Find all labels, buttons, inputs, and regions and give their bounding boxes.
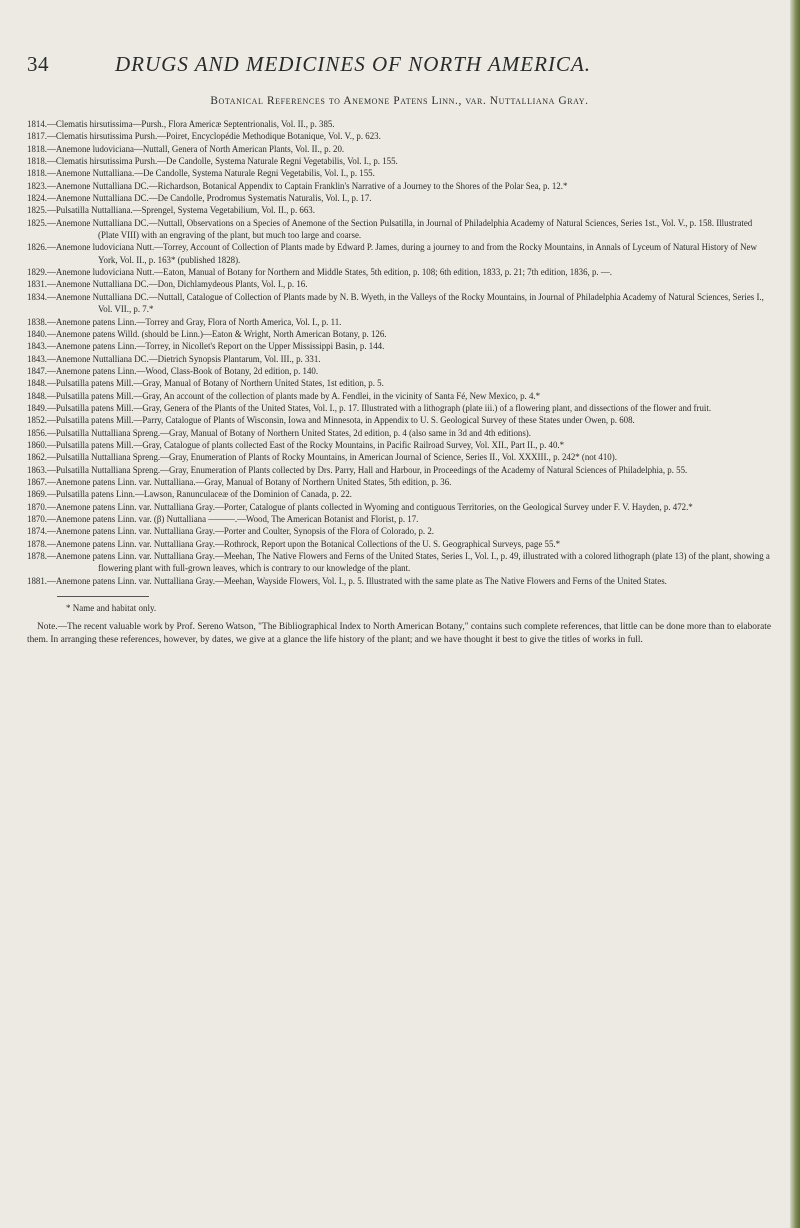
- reference-entry: 1870.—Anemone patens Linn. var. Nuttalliana Gray.—Porter, Catalogue of plants collected in Wyoming and contiguous Territories, on the Geological Survey under F. V. Hayden, p. 472.*: [27, 501, 693, 512]
- reference-entry: 1848.—Pulsatilla patens Mill.—Gray, Manual of Botany of Northern United States, 1st edition, p. 5.: [27, 378, 384, 389]
- page-edge: [790, 0, 800, 1228]
- reference-entry: 1814.—Clematis hirsutissima—Pursh., Flora Americæ Septentrionalis, Vol. II., p. 385.: [27, 119, 335, 129]
- reference-entry: 1840.—Anemone patens Willd. (should be Linn.)—Eaton & Wright, North American Botany, p. 126.: [27, 328, 387, 339]
- reference-entry: 1831.—Anemone Nuttalliana DC.—Don, Dichlamydeous Plants, Vol. I., p. 16.: [27, 279, 308, 290]
- running-title: DRUGS AND MEDICINES OF NORTH AMERICA.: [115, 52, 592, 76]
- reference-entry: 1848.—Pulsatilla patens Mill.—Gray, An account of the collection of plants made by A. Fendlei, in the vicinity of Santa Fé, New Mexico, p. 4.*: [27, 390, 541, 401]
- section-title: Botanical References to Anemone Patens Linn., var. Nuttalliana Gray.: [210, 95, 589, 107]
- reference-entry: 1823.—Anemone Nuttalliana DC.—Richardson, Botanical Appendix to Captain Franklin's Narrative of a Journey to the Shores of the Polar Sea, p. 12.*: [27, 180, 568, 191]
- reference-entry: 1838.—Anemone patens Linn.—Torrey and Gray, Flora of North America, Vol. I., p. 11.: [27, 316, 342, 327]
- reference-entry: 1863.—Pulsatilla Nuttalliana Spreng.—Gray, Enumeration of Plants collected by Drs. Parry, Hall and Harbour, in Proceedings of the Academy of Natural Sciences of Philadelphia, p. 55.: [27, 464, 688, 475]
- reference-entry: 1829.—Anemone ludoviciana Nutt.—Eaton, Manual of Botany for Northern and Middle States, 5th edition, p. 108; 6th edition, 1833, p. 21; 7th edition, 1836, p. —.: [27, 267, 612, 278]
- reference-entry: 1874.—Anemone patens Linn. var. Nuttalliana Gray.—Porter and Coulter, Synopsis of the Flora of Colorado, p. 2.: [27, 526, 434, 537]
- reference-entry: 1849.—Pulsatilla patens Mill.—Gray, Genera of the Plants of the United States, Vol. I., p. 17. Illustrated with a lithograph (plate iii.) of a flowering plant, and dissections of the flower and fruit.: [27, 402, 712, 413]
- reference-entry: 1824.—Anemone Nuttalliana DC.—De Candolle, Prodromus Systematis Naturalis, Vol. I., p. 17.: [27, 193, 372, 204]
- reference-entry: 1856.—Pulsatilla Nuttalliana Spreng.—Gray, Manual of Botany of Northern United States, 2d edition, p. 4 (also same in 3d and 4th editions).: [27, 427, 531, 438]
- reference-entry: 1862.—Pulsatilla Nuttalliana Spreng.—Gray, Enumeration of Plants of Rocky Mountains, in American Journal of Science, Series II., Vol. XXXIII., p. 242* (not 410).: [27, 452, 617, 463]
- reference-entry: 1860.—Pulsatilla patens Mill.—Gray, Catalogue of plants collected East of the Rocky Mountains, in Pacific Railroad Survey, Vol. XII., Part II., p. 40.*: [27, 439, 565, 450]
- reference-entry: 1869.—Pulsatilla patens Linn.—Lawson, Ranunculaceæ of the Dominion of Canada, p. 22.: [27, 489, 352, 500]
- reference-entry: 1878.—Anemone patens Linn. var. Nuttalliana Gray.—Rothrock, Report upon the Botanical Collections of the U. S. Geographical Surveys, page 55.*: [27, 538, 561, 549]
- reference-entry: 1818.—Anemone Nuttalliana.—De Candolle, Systema Naturale Regni Vegetabilis, Vol. I., p. 155.: [27, 168, 375, 179]
- reference-entry: 1881.—Anemone patens Linn. var. Nuttalliana Gray.—Meehan, Wayside Flowers, Vol. I., p. 5. Illustrated with the same plate as The Native Flowers and Ferns of the United States.: [27, 575, 667, 586]
- reference-entry: 1825.—Pulsatilla Nuttalliana.—Sprengel, Systema Vegetabilium, Vol. II., p. 663.: [27, 205, 315, 216]
- reference-entry: 1870.—Anemone patens Linn. var. (β) Nuttalliana ———.—Wood, The American Botanist and Florist, p. 17.: [27, 514, 419, 524]
- reference-entry: 1878.—Anemone patens Linn. var. Nuttalliana Gray.—Meehan, The Native Flowers and Ferns of the United States, Series I., Vol. I., p. 49, illustrated with a colored lithograph (plate 13) of the plant, showing a flowering plant with full-grown leaves, which is contrary to our knowledge of the plant.: [27, 551, 770, 574]
- reference-entry: 1834.—Anemone Nuttalliana DC.—Nuttall, Catalogue of Collection of Plants made by N. B. Wyeth, in the Valleys of the Rocky Mountains, in Journal of Philadelphia Academy of Natural Sciences, Series I., Vol. VII., p. 7.*: [27, 291, 764, 315]
- reference-entry: 1817.—Clematis hirsutissima Pursh.—Poiret, Encyclopédie Methodique Botanique, Vol. V., p. 623.: [27, 131, 381, 142]
- running-header: [27, 52, 772, 77]
- reference-entry: 1825.—Anemone Nuttalliana DC.—Nuttall, Observations on a Species of Anemone of the Section Pulsatilla, in Journal of Philadelphia Academy of Natural Sciences, Series 1st., Vol. V., p. 158. Illustrated (Plate VIII) with an engraving of the plant, but much too large and coarse.: [27, 217, 753, 241]
- reference-entry: 1843.—Anemone Nuttalliana DC.—Dietrich Synopsis Plantarum, Vol. III., p. 331.: [27, 353, 321, 364]
- reference-entry: 1843.—Anemone patens Linn.—Torrey, in Nicollet's Report on the Upper Mississippi Basin, p. 144.: [27, 341, 385, 352]
- note-paragraph: Note.—The recent valuable work by Prof. Sereno Watson, "The Bibliographical Index to North American Botany," contains such complete references, that little can be done more than to elaborate them. In arranging these references, however, by dates, we give at a glance the life history of the plant; and we have thought it best to give the titles of works in full.: [27, 622, 771, 645]
- footnote: * Name and habitat only.: [27, 603, 772, 613]
- reference-entry: 1818.—Clematis hirsutissima Pursh.—De Candolle, Systema Naturale Regni Vegetabilis, Vol. I., p. 155.: [27, 156, 398, 167]
- reference-entry: 1867.—Anemone patens Linn. var. Nuttalliana.—Gray, Manual of Botany of Northern United States, 5th edition, p. 36.: [27, 476, 452, 487]
- reference-list: [27, 118, 772, 587]
- reference-entry: 1818.—Anemone ludoviciana—Nuttall, Genera of North American Plants, Vol. II., p. 20.: [27, 143, 345, 154]
- reference-entry: 1826.—Anemone ludoviciana Nutt.—Torrey, Account of Collection of Plants made by Edward P. James, during a journey to and from the Rocky Mountains, in Annals of Lyceum of Natural History of New York, Vol. II., p. 163* (published 1828).: [27, 242, 757, 265]
- reference-entry: 1847.—Anemone patens Linn.—Wood, Class-Book of Botany, 2d edition, p. 140.: [27, 365, 319, 376]
- reference-entry: 1852.—Pulsatilla patens Mill.—Parry, Catalogue of Plants of Wisconsin, Iowa and Minnesota, in Appendix to U. S. Geological Survey of these States under Owen, p. 608.: [27, 415, 635, 426]
- page-number: 34: [27, 52, 49, 76]
